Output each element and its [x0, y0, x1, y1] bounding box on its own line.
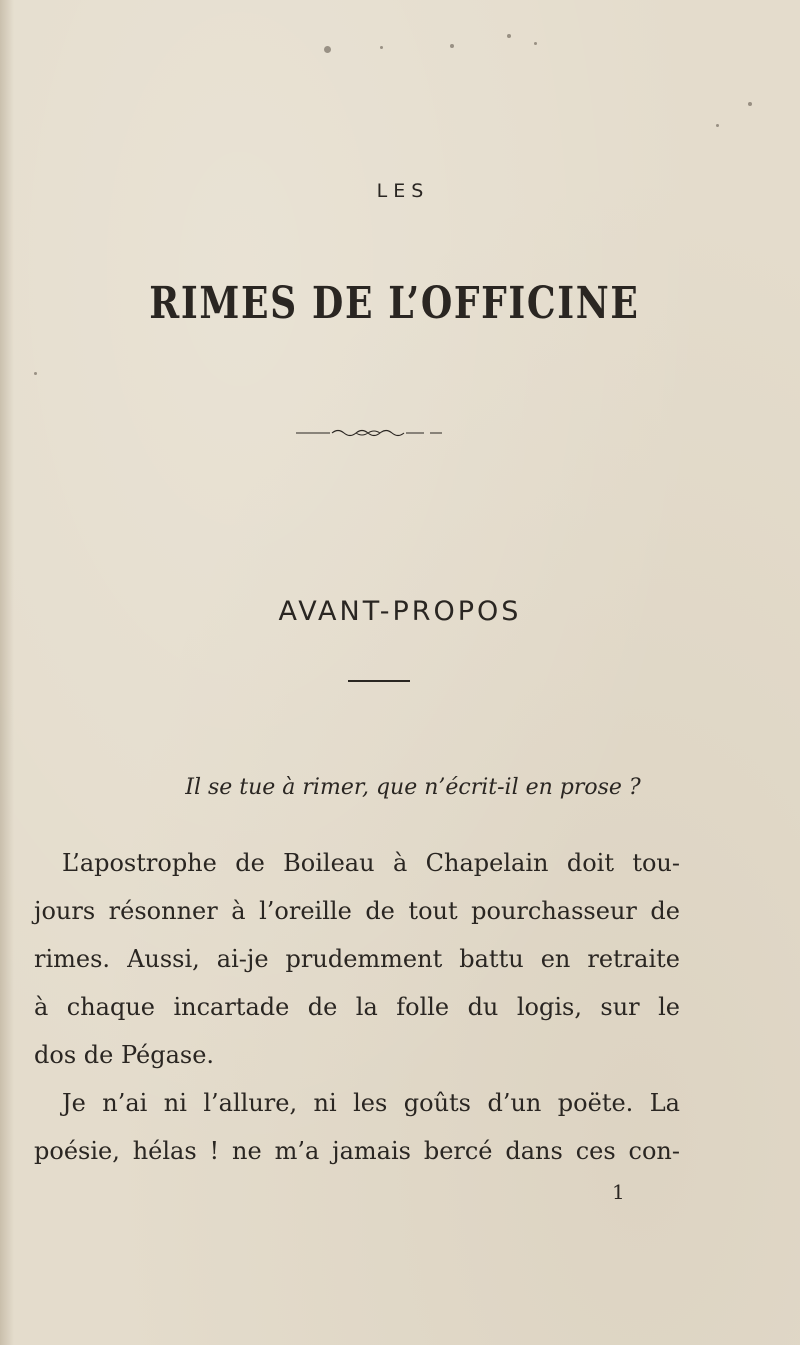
body-text-line: jours résonner à l’oreille de tout pourchasseur de: [34, 897, 680, 925]
section-heading: AVANT-PROPOS: [278, 596, 522, 627]
ornament-divider: [296, 426, 442, 440]
epigraph: Il se tue à rimer, que n’écrit-il en prose ?: [185, 775, 641, 800]
paper-speck: [748, 102, 752, 106]
paper-speck: [380, 46, 383, 49]
page-number: 1: [612, 1180, 625, 1204]
body-text-line: L’apostrophe de Boileau à Chapelain doit tou-: [62, 849, 680, 877]
paper-speck: [716, 124, 719, 127]
heading-rule: [348, 680, 410, 682]
body-text-line: dos de Pégase.: [34, 1041, 215, 1069]
paper-speck: [450, 44, 454, 48]
paper-speck: [34, 372, 37, 375]
book-title: RIMES DE L’OFFICINE: [149, 278, 640, 329]
body-text-line: à chaque incartade de la folle du logis, sur le: [34, 993, 680, 1021]
pre-title: LES: [376, 180, 430, 202]
paper-speck: [507, 34, 511, 38]
paper-speck: [324, 46, 331, 53]
paper-speck: [534, 42, 537, 45]
body-text-line: rimes. Aussi, ai-je prudemment battu en retraite: [34, 945, 680, 973]
body-text-line: poésie, hélas ! ne m’a jamais bercé dans ces con-: [34, 1137, 680, 1165]
body-text-line: Je n’ai ni l’allure, ni les goûts d’un poëte. La: [62, 1089, 680, 1117]
